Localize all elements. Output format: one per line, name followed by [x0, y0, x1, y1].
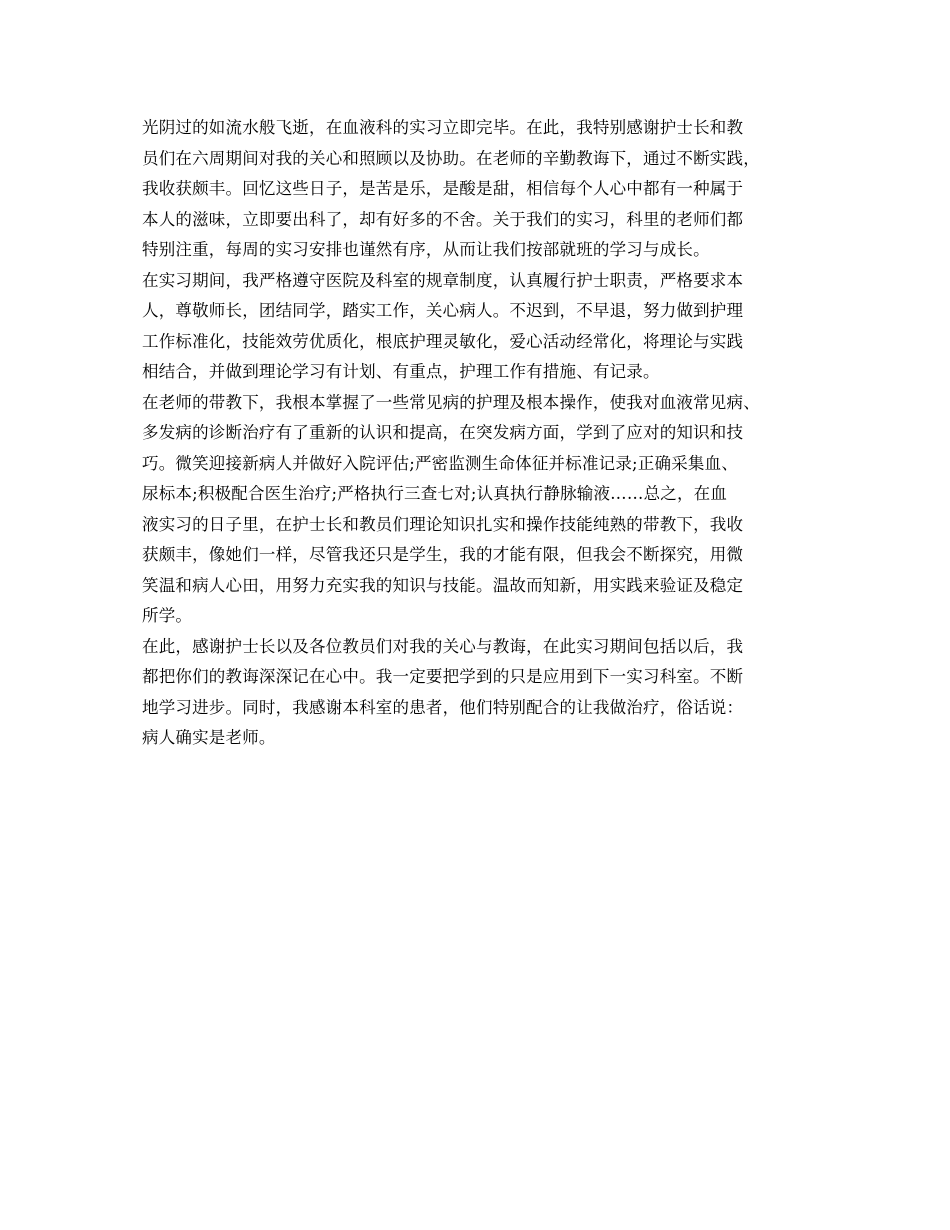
text-line: 获颇丰，像她们一样，尽管我还只是学生，我的才能有限，但我会不断探究，用微: [142, 545, 744, 564]
text-line: 相结合，并做到理论学习有计划、有重点，护理工作有措施、有记录。: [142, 362, 660, 381]
text-line: 多发病的诊断治疗有了重新的认识和提高，在突发病方面，学到了应对的知识和技: [142, 423, 744, 442]
text-line: 光阴过的如流水般飞逝，在血液科的实习立即完毕。在此，我特别感谢护士长和教: [142, 118, 744, 137]
text-line: 员们在六周期间对我的关心和照顾以及协助。在老师的辛勤教诲下，通过不断实践，: [142, 148, 760, 168]
text-line: 所学。: [142, 606, 193, 625]
text-line: 地学习进步。同时，我感谢本科室的患者，他们特别配合的让我做治疗，俗话说：: [142, 697, 744, 717]
text-line: 本人的滋味，立即要出科了，却有好多的不舍。关于我们的实习，科里的老师们都: [142, 209, 744, 229]
text-line: 在实习期间，我严格遵守医院及科室的规章制度，认真履行护士职责，严格要求本: [142, 270, 744, 290]
text-line: 笑温和病人心田，用努力充实我的知识与技能。温故而知新，用实践来验证及稳定: [142, 575, 744, 595]
text-line: 液实习的日子里，在护士长和教员们理论知识扎实和操作技能纯熟的带教下，我收: [142, 514, 744, 534]
text-line: 在此，感谢护士长以及各位教员们对我的关心与教诲，在此实习期间包括以后，我: [142, 636, 744, 656]
text-line: 在老师的带教下，我根本掌握了一些常见病的护理及根本操作，使我对血液常见病、: [142, 392, 760, 412]
text-line: 尿标本;积极配合医生治疗;严格执行三查七对;认真执行静脉输液……总之，在血: [142, 484, 728, 503]
text-line: 人，尊敬师长，团结同学，踏实工作，关心病人。不迟到，不早退，努力做到护理: [142, 301, 744, 320]
text-line: 都把你们的教诲深深记在心中。我一定要把学到的只是应用到下一实习科室。不断: [142, 667, 744, 686]
document-body: [142, 113, 832, 754]
text-line: 巧。微笑迎接新病人并做好入院评估;严密监测生命体征并标准记录;正确采集血、: [142, 453, 739, 473]
text-line: 我收获颇丰。回忆这些日子，是苦是乐，是酸是甜，相信每个人心中都有一种属于: [142, 179, 744, 198]
text-line: 病人确实是老师。: [142, 728, 276, 747]
text-line: 工作标准化，技能效劳优质化，根底护理灵敏化，爱心活动经常化，将理论与实践: [142, 331, 744, 351]
text-line: 特别注重，每周的实习安排也谨然有序，从而让我们按部就班的学习与成长。: [142, 240, 710, 259]
